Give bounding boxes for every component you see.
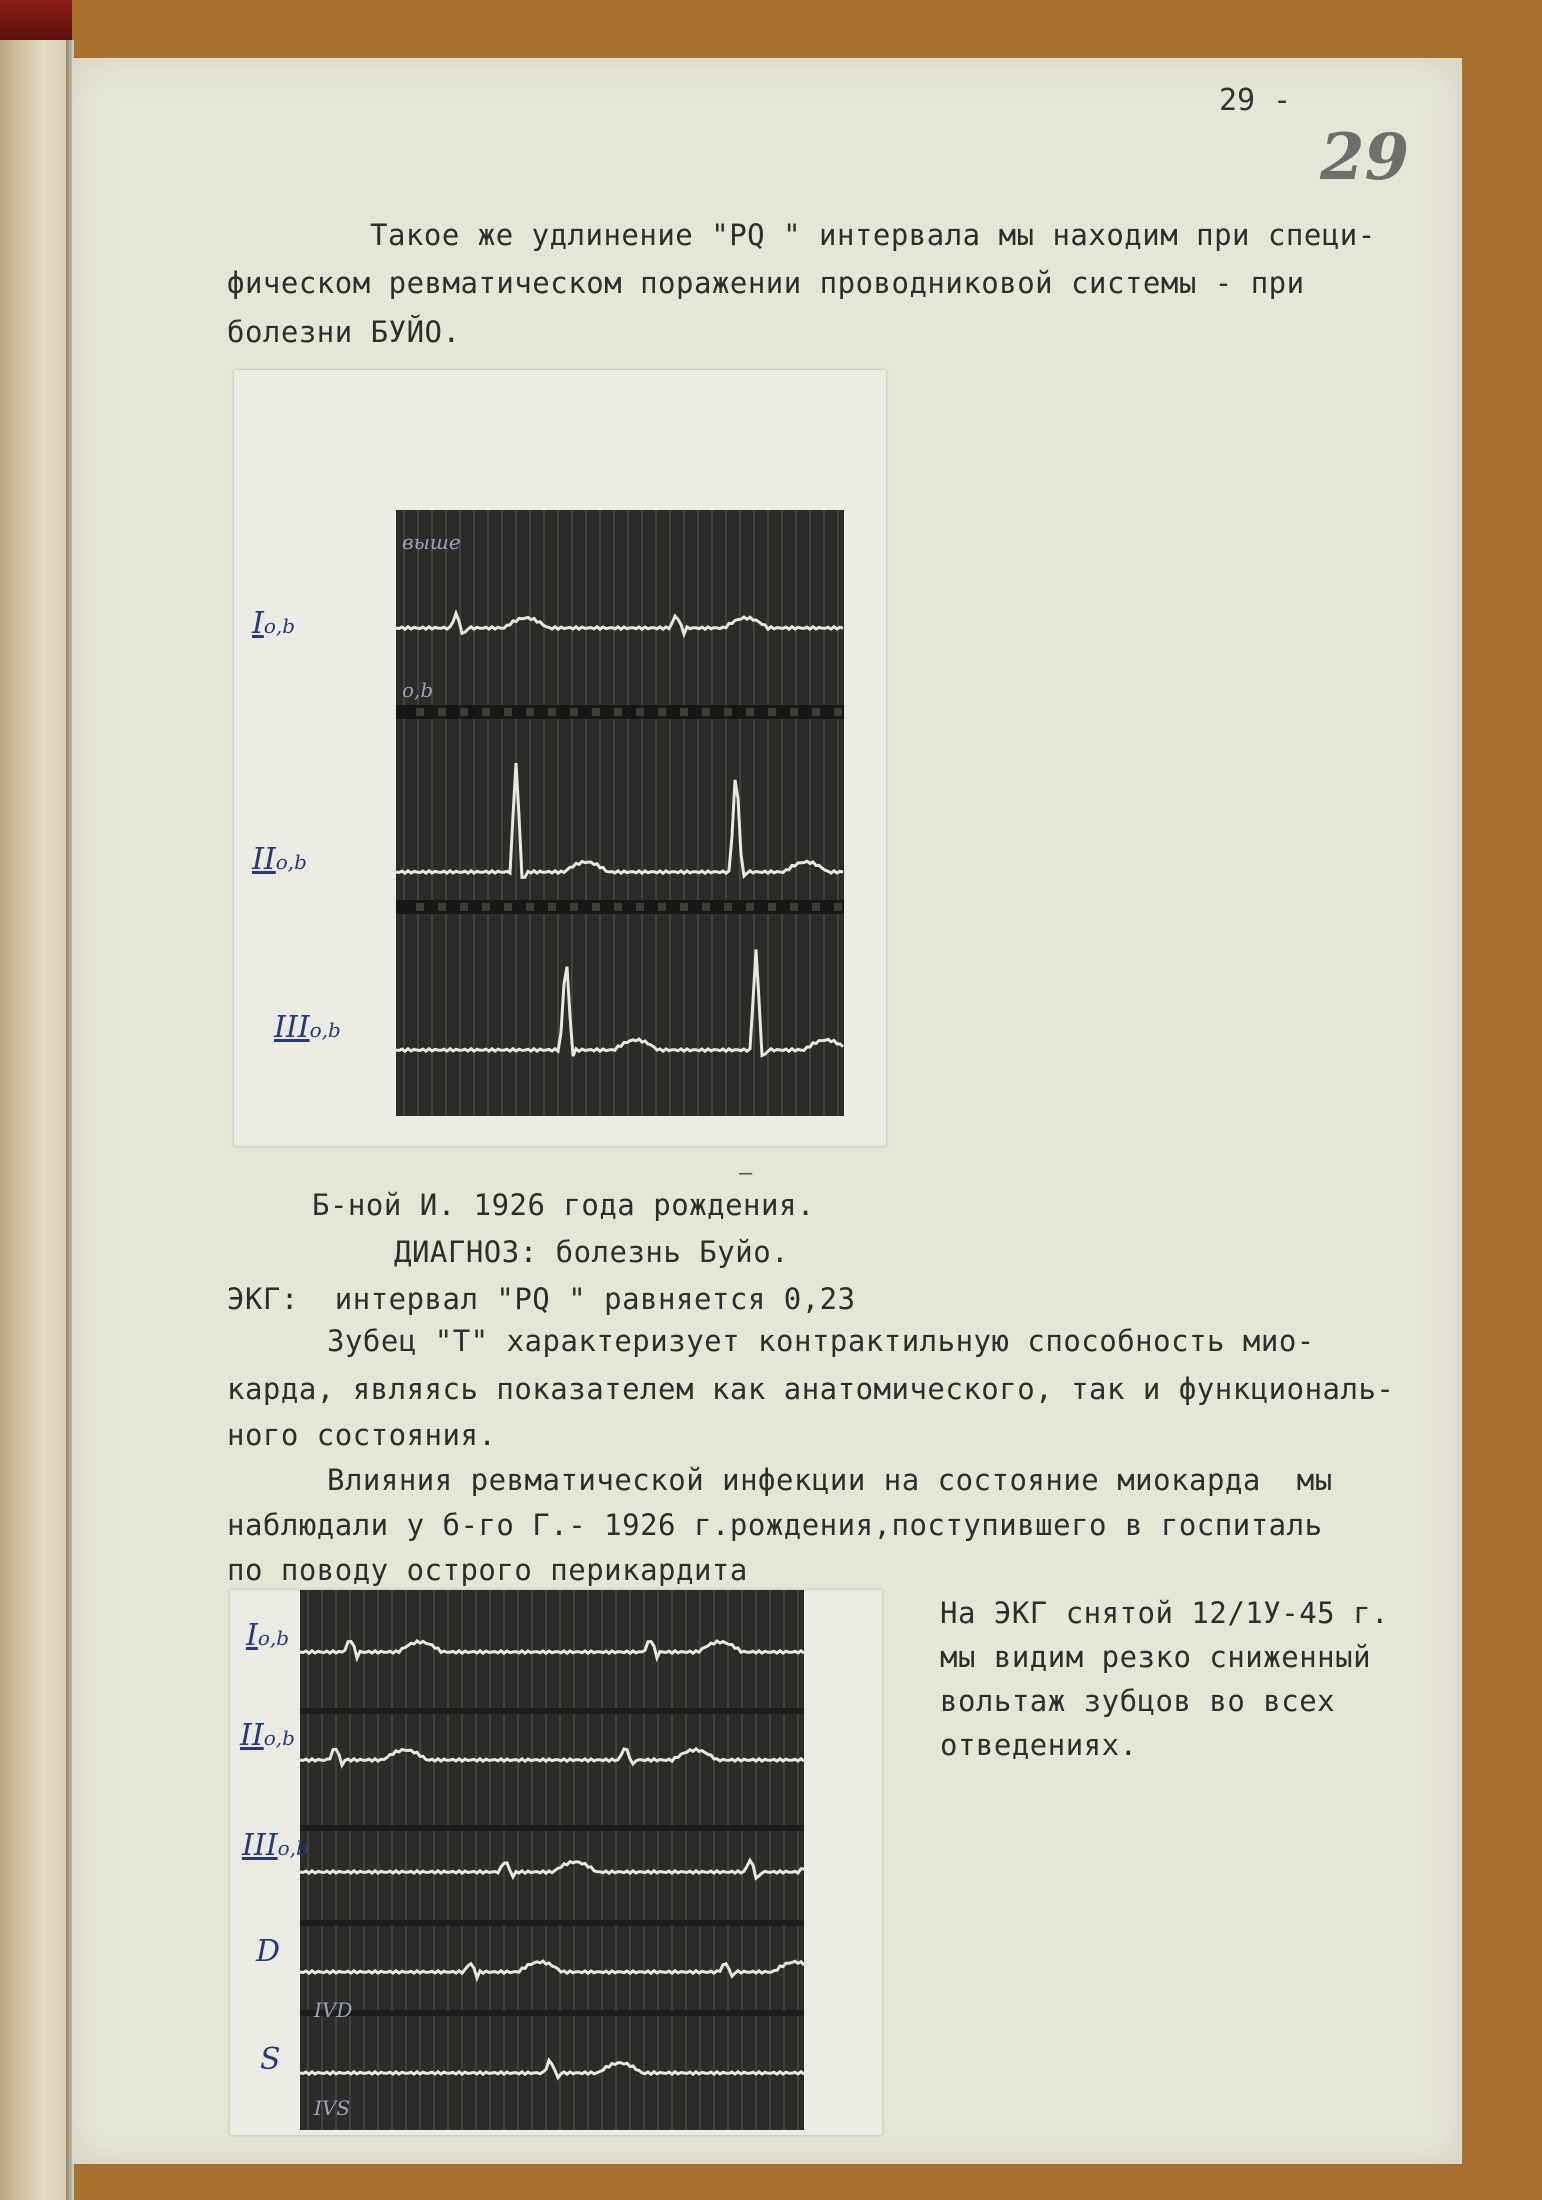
ecg1-sprocket-band-hole	[768, 708, 776, 716]
ecg1-sprocket-band-hole	[724, 903, 732, 911]
ecg1-trace-lead1	[396, 613, 843, 634]
ecg-photo-2-film	[300, 1590, 804, 2130]
ecg-photo-1-film	[396, 510, 844, 1116]
ecg1-sprocket-band-hole	[724, 708, 732, 716]
ecg1-film-note-1: выше	[402, 530, 461, 554]
ecg1-sprocket-band-hole	[592, 903, 600, 911]
ecg2-lead-label-4: D	[256, 1934, 281, 1969]
paragraph2-line1: Зубец "Т" характеризует контрактильную способность мио-	[327, 1324, 1315, 1358]
caption1-line1: Б-ной И. 1926 года рождения.	[312, 1188, 815, 1222]
ecg2-strip-gap	[300, 1920, 804, 1926]
paragraph2-line4: Влияния ревматической инфекции на состояние миокарда мы	[327, 1463, 1333, 1497]
ecg1-sprocket-band-hole	[482, 708, 490, 716]
ecg1-sprocket-band-hole	[702, 708, 710, 716]
ecg1-sprocket-band-hole	[592, 708, 600, 716]
caption1-line2: ДИАГНОЗ: болезнь Буйо.	[394, 1235, 790, 1269]
paragraph1-line1: Такое же удлинение "PQ " интервала мы находим при специ-	[370, 218, 1376, 252]
ecg1-trace-lead2	[396, 763, 843, 877]
ecg1-sprocket-band-hole	[834, 708, 842, 716]
page-number: 29 -	[1219, 83, 1292, 118]
ecg1-sprocket-band-hole	[636, 903, 644, 911]
left-page-edge	[0, 40, 72, 2200]
ecg1-sprocket-band-hole	[812, 903, 820, 911]
ecg1-sprocket-band-hole	[460, 708, 468, 716]
ecg2-strip-gap	[300, 2010, 804, 2016]
paragraph1-line2: фическом ревматическом поражении проводниковой системы - при	[227, 266, 1305, 300]
ecg1-sprocket-band-hole	[438, 708, 446, 716]
handwritten-page-number: 29	[1320, 120, 1410, 195]
ecg1-film-note-2: o,b	[402, 678, 434, 702]
paragraph1-line3: болезни БУЙО.	[227, 315, 461, 349]
ecg-photo-1-mount	[234, 370, 886, 1146]
ecg1-sprocket-band-hole	[570, 903, 578, 911]
ecg1-sprocket-band-hole	[416, 708, 424, 716]
ecg1-sprocket-band-hole	[504, 708, 512, 716]
ecg1-trace-lead3	[396, 950, 843, 1057]
ecg-photo-2-traces	[300, 1590, 804, 2130]
paragraph2-line3: ного состояния.	[227, 1418, 497, 1452]
ecg1-sprocket-band-hole	[768, 903, 776, 911]
ecg1-sprocket-band-hole	[746, 903, 754, 911]
ecg1-sprocket-band-hole	[790, 903, 798, 911]
ecg1-sprocket-band-hole	[570, 708, 578, 716]
caption1-line3: ЭКГ: интервал "PQ " равняется 0,23	[227, 1282, 856, 1316]
ecg1-sprocket-band-hole	[680, 708, 688, 716]
side-note-line4: отведениях.	[940, 1728, 1138, 1762]
ecg1-sprocket-band-hole	[482, 903, 490, 911]
ecg-photo-1-traces	[396, 510, 844, 1116]
ecg2-lead-label-3: IIIo,b	[242, 1828, 309, 1863]
side-note-line3: вольтаж зубцов во всех	[940, 1684, 1336, 1718]
ecg1-lead-label-3: IIIo,b	[274, 1010, 341, 1045]
ecg2-lead-label-2: IIo,b	[240, 1718, 295, 1753]
ecg2-film-note-1: IVD	[314, 1998, 353, 2022]
paragraph2-line6: по поводу острого перикардита	[227, 1553, 748, 1587]
ecg1-sprocket-band-hole	[526, 708, 534, 716]
paragraph2-line5: наблюдали у б-го Г.- 1926 г.рождения,поступившего в госпиталь	[227, 1508, 1323, 1542]
ecg1-sprocket-band-hole	[614, 903, 622, 911]
ecg1-sprocket-band-hole	[548, 903, 556, 911]
ecg1-sprocket-band-hole	[504, 903, 512, 911]
ecg1-sprocket-band-hole	[636, 708, 644, 716]
ecg1-sprocket-band-hole	[460, 903, 468, 911]
ecg-photo-2-mount	[230, 1590, 882, 2135]
dash-mark: –	[739, 1161, 753, 1186]
ecg1-sprocket-band-hole	[548, 708, 556, 716]
side-note-line2: мы видим резко сниженный	[940, 1640, 1372, 1674]
ecg1-sprocket-band-hole	[438, 903, 446, 911]
ecg1-sprocket-band-hole	[702, 903, 710, 911]
book-binding	[0, 0, 72, 40]
ecg1-sprocket-band-hole	[416, 903, 424, 911]
ecg1-sprocket-band-hole	[526, 903, 534, 911]
ecg2-lead-label-5: S	[260, 2042, 281, 2077]
ecg1-sprocket-band-hole	[680, 903, 688, 911]
ecg2-lead-label-1: Io,b	[246, 1618, 290, 1653]
ecg2-strip-gap	[300, 1825, 804, 1831]
ecg1-lead-label-2: IIo,b	[252, 842, 307, 877]
side-note-line1: На ЭКГ снятой 12/1У-45 г.	[940, 1596, 1389, 1630]
paragraph2-line2: карда, являясь показателем как анатомического, так и функциональ-	[227, 1372, 1395, 1406]
ecg1-lead-label-1: Io,b	[252, 606, 296, 641]
document-page	[72, 58, 1462, 2164]
ecg2-strip-gap	[300, 1708, 804, 1714]
ecg1-sprocket-band-hole	[746, 708, 754, 716]
ecg1-sprocket-band-hole	[790, 708, 798, 716]
ecg1-sprocket-band-hole	[812, 708, 820, 716]
ecg1-sprocket-band-hole	[658, 708, 666, 716]
ecg1-sprocket-band-hole	[614, 708, 622, 716]
ecg1-sprocket-band-hole	[658, 903, 666, 911]
ecg1-sprocket-band-hole	[834, 903, 842, 911]
ecg2-film-note-2: IVS	[314, 2096, 351, 2120]
